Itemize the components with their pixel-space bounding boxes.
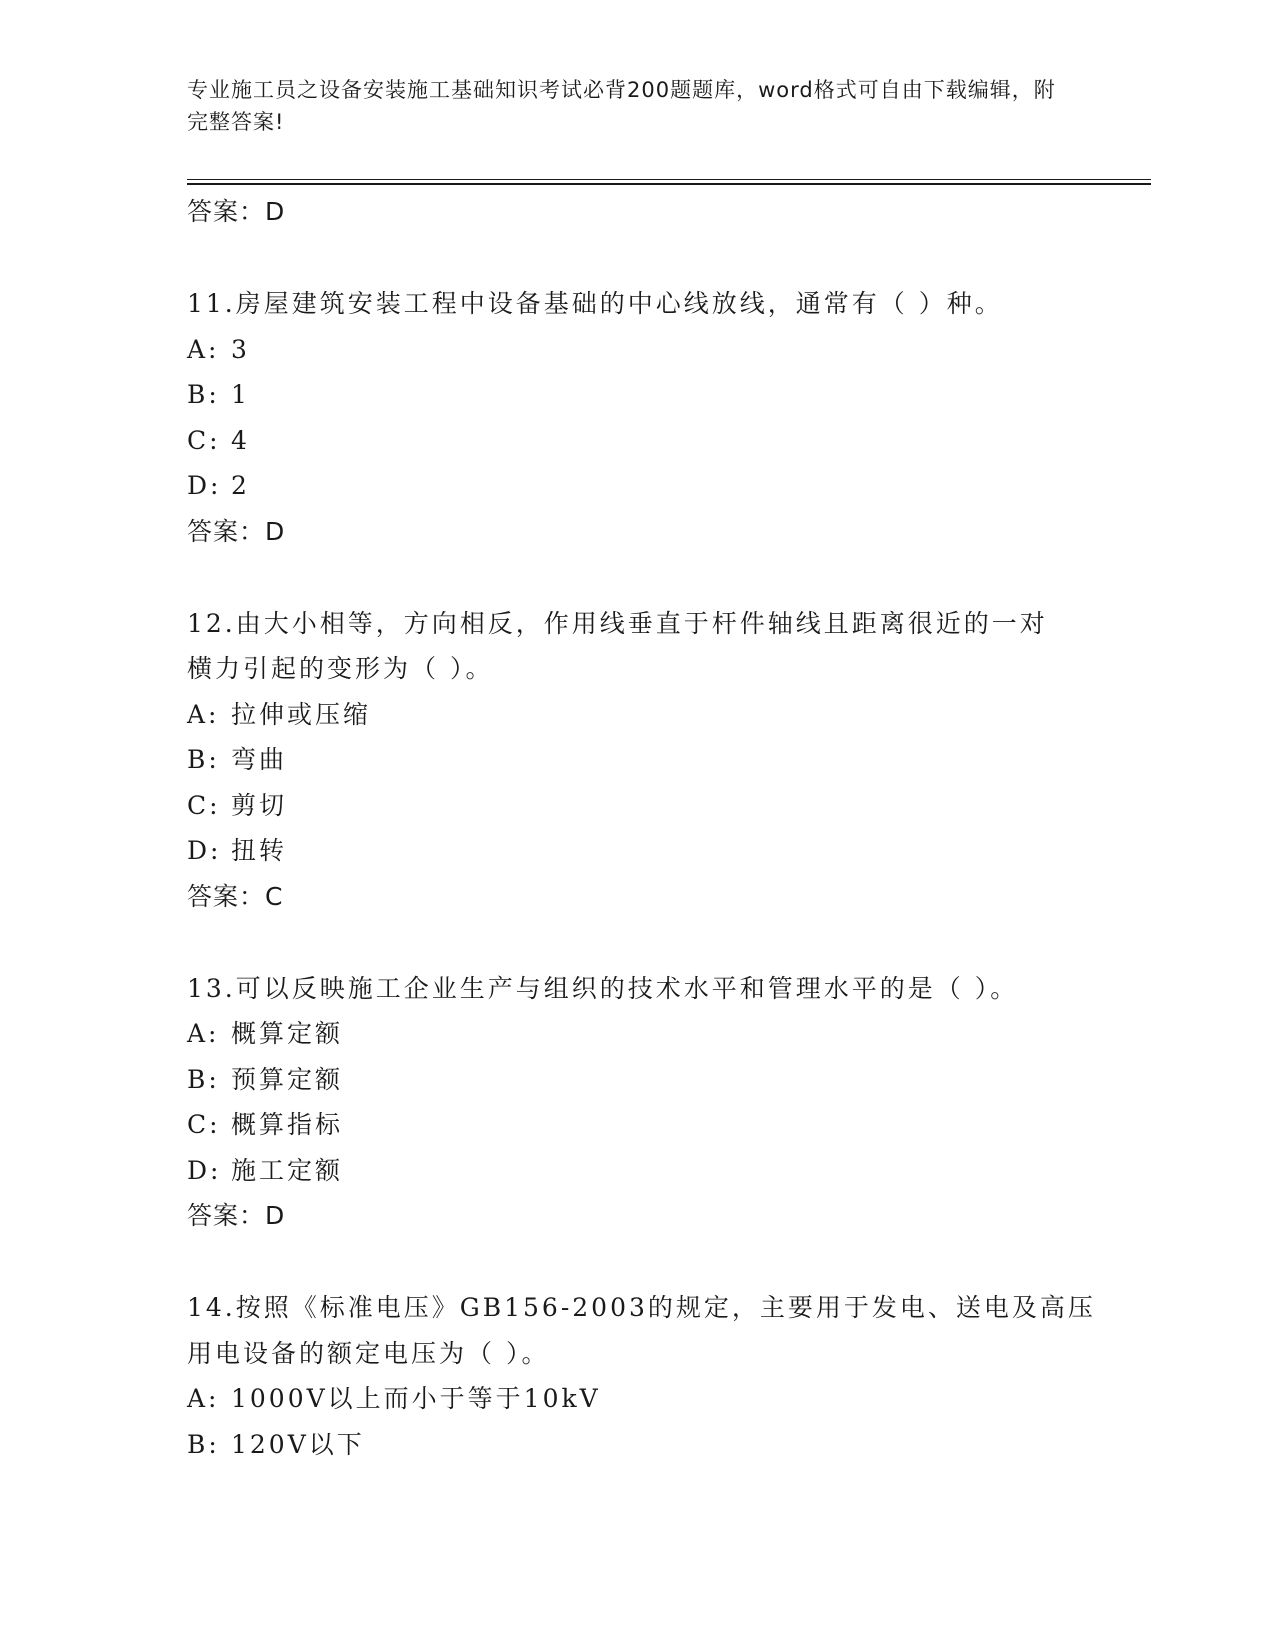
option-text: 剪切 xyxy=(231,790,288,820)
question-stem-continued: 横力引起的变形为（ ）。 xyxy=(187,654,494,683)
question-13 xyxy=(187,966,1087,1240)
answer-value: D xyxy=(265,1201,286,1230)
option-c xyxy=(187,1102,1087,1148)
option-text: 施工定额 xyxy=(231,1155,344,1185)
answer-line xyxy=(187,509,1087,555)
question-12 xyxy=(187,601,1087,920)
option-key: A: xyxy=(187,334,220,364)
option-text: 弯曲 xyxy=(231,745,288,774)
question-stem: 11.房屋建筑安装工程中设备基础的中心线放线，通常有（ ）种。 xyxy=(187,289,1003,318)
option-text: 1 xyxy=(231,380,250,409)
question-stem-continued: 用电设备的额定电压为（ ）。 xyxy=(187,1338,550,1368)
question-stem: 13.可以反映施工企业生产与组织的技术水平和管理水平的是（ ）。 xyxy=(187,973,1019,1003)
option-text: 概算定额 xyxy=(231,1019,344,1048)
option-key: D: xyxy=(187,1155,222,1185)
option-key: A: xyxy=(187,699,220,729)
answer-prefix: 答案： xyxy=(187,197,266,226)
option-key: B: xyxy=(187,1429,220,1459)
option-text: 120V以下 xyxy=(231,1429,365,1459)
option-b xyxy=(187,1057,1087,1103)
option-key: D: xyxy=(187,836,222,865)
header-divider-double xyxy=(187,183,1151,185)
question-11 xyxy=(187,281,1087,555)
option-text: 3 xyxy=(231,334,250,364)
answer-value: C xyxy=(265,881,284,911)
answer-prefix: 答案： xyxy=(187,881,266,911)
option-text: 1000V以上而小于等于10kV xyxy=(231,1384,601,1413)
page-header xyxy=(187,74,1067,138)
option-c xyxy=(187,418,1087,464)
option-text: 扭转 xyxy=(231,836,288,865)
option-a xyxy=(187,1011,1087,1057)
option-text: 拉伸或压缩 xyxy=(231,699,372,729)
option-text: 预算定额 xyxy=(231,1064,344,1094)
exam-content xyxy=(187,189,1096,1467)
option-key: A: xyxy=(187,1384,220,1413)
option-key: D: xyxy=(187,471,222,500)
answer-line xyxy=(187,189,1087,235)
option-key: B: xyxy=(187,1064,220,1094)
option-a xyxy=(187,692,1087,738)
answer-value: D xyxy=(265,516,286,546)
option-key: B: xyxy=(187,745,220,774)
option-key: B: xyxy=(187,380,220,409)
option-key: C: xyxy=(187,790,221,820)
option-text: 概算指标 xyxy=(231,1110,344,1139)
option-d xyxy=(187,1148,1087,1194)
option-key: A: xyxy=(187,1019,220,1048)
option-c xyxy=(187,783,1087,829)
option-d xyxy=(187,463,1087,509)
option-key: C: xyxy=(187,425,221,455)
option-b xyxy=(187,372,1087,418)
answer-line xyxy=(187,1193,1087,1239)
document-title: 专业施工员之设备安装施工基础知识考试必背200题题库，word格式可自由下载编辑，附完整答案! xyxy=(187,78,1056,134)
option-a xyxy=(187,1376,1087,1422)
answer-line xyxy=(187,874,1087,920)
option-key: C: xyxy=(187,1110,221,1139)
option-a xyxy=(187,327,1087,373)
answer-prefix: 答案： xyxy=(187,516,266,546)
question-stem: 14.按照《标准电压》GB156-2003的规定，主要用于发电、送电及高压 xyxy=(187,1293,1096,1322)
option-d xyxy=(187,828,1087,874)
answer-prefix: 答案： xyxy=(187,1201,266,1230)
option-b xyxy=(187,1422,1087,1468)
option-b xyxy=(187,737,1087,783)
option-text: 4 xyxy=(231,425,250,455)
question-stem: 12.由大小相等，方向相反，作用线垂直于杆件轴线且距离很近的一对 xyxy=(187,608,1048,638)
question-14 xyxy=(187,1285,1096,1467)
header-divider xyxy=(187,179,1151,180)
answer-value: D xyxy=(265,197,286,226)
option-text: 2 xyxy=(231,471,250,500)
